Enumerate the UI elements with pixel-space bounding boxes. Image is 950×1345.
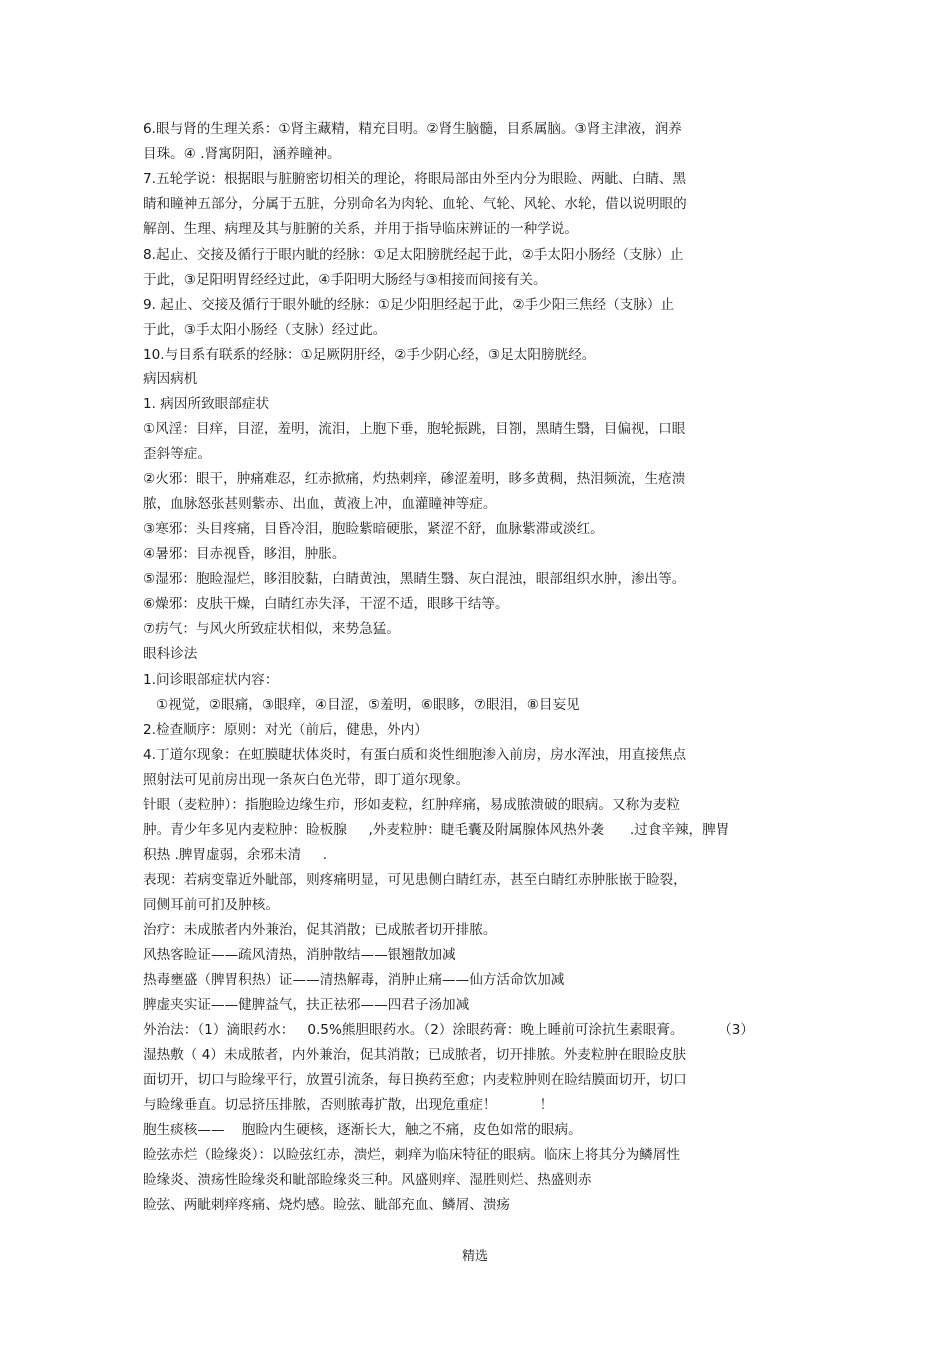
text-line: 针眼（麦粒肿）：指胞睑边缘生疖，形如麦粒，红肿痒痛，易成脓溃破的眼病。又称为麦粒 (143, 797, 680, 813)
text-line: 解剖、生理、病理及其与脏腑的关系，并用于指导临床辨证的一种学说。 (143, 221, 578, 237)
text-line: ③寒邪：头目疼痛，目昏冷泪，胞睑紫暗硬胀，紧涩不舒，血脉紫滞或淡红。 (143, 521, 604, 537)
text-line: 积热 .脾胃虚弱，余邪未清 . (143, 847, 328, 863)
text-line: 脾虚夹实证——健脾益气，扶正祛邪——四君子汤加减 (143, 997, 470, 1013)
text-line: 表现：若病变靠近外眦部，则疼痛明显，可见患侧白睛红赤，甚至白睛红赤肿胀嵌于睑裂， (143, 872, 687, 888)
page-footer: 精选 (461, 1249, 488, 1264)
text-line: ⑦疠气：与风火所致症状相似，来势急猛。 (143, 621, 400, 637)
text-line: 7.五轮学说：根据眼与脏腑密切相关的理论，将眼局部由外至内分为眼睑、两眦、白睛、黑 (143, 171, 687, 187)
text-line: ①风淫：目痒，目涩，羞明，流泪，上胞下垂，胞轮振跳，目劄，黑睛生翳，目偏视，口眼 (143, 421, 686, 437)
text-line: 面切开，切口与睑缘平行，放置引流条，每日换药至愈；内麦粒肿则在睑结膜面切开，切口 (143, 1072, 687, 1088)
text-line: 胞生痰核—— 胞睑内生硬核，逐渐长大，触之不痛，皮色如常的眼病。 (143, 1122, 582, 1138)
text-line: 与睑缘垂直。切忌挤压排脓，否则脓毒扩散，出现危重症！ ！ (143, 1097, 554, 1113)
text-line: 4.丁道尔现象：在虹膜睫状体炎时，有蛋白质和炎性细胞渗入前房，房水浑浊，用直接焦点 (143, 747, 687, 763)
text-line: 脓，血脉怒张甚则紫赤、出血，黄液上冲，血灌瞳神等症。 (143, 496, 497, 512)
text-line: 湿热敷（ 4）未成脓者，内外兼治，促其消散；已成脓者，切开排脓。外麦粒肿在眼睑皮肤 (143, 1047, 687, 1063)
text-line: 热毒壅盛（脾胃积热）证——清热解毒，消肿止痛——仙方活命饮加减 (143, 972, 565, 988)
text-line: 同侧耳前可扪及肿核。 (143, 897, 279, 913)
text-line: 目珠。④ .肾寓阴阳，涵养瞳神。 (143, 146, 341, 162)
text-line: ④暑邪：目赤视昏，眵泪，肿胀。 (143, 546, 346, 562)
text-line: 照射法可见前房出现一条灰白色光带，即丁道尔现象。 (143, 772, 470, 788)
text-line: 睛和瞳神五部分，分属于五脏，分别命名为肉轮、血轮、气轮、风轮、水轮，借以说明眼的 (143, 196, 687, 212)
text-line: 风热客睑证——疏风清热，消肿散结——银翘散加减 (143, 947, 456, 963)
text-line: ①视觉，②眼痛，③眼痒，④目涩，⑤羞明，⑥眼眵，⑦眼泪，⑧目妄见 (143, 697, 580, 713)
text-line: 治疗：未成脓者内外兼治，促其消散；已成脓者切开排脓。 (143, 922, 497, 938)
text-line: 睑缘炎、溃疡性睑缘炎和眦部睑缘炎三种。风盛则痒、湿胜则烂、热盛则赤 (143, 1172, 592, 1188)
text-line: 眼科诊法 (143, 646, 198, 662)
text-line: 歪斜等症。 (143, 446, 211, 462)
text-line: 外治法：（1）滴眼药水： 0.5%熊胆眼药水。（2）涂眼药膏：晚上睡前可涂抗生素眼膏。 （3） (143, 1022, 754, 1038)
text-line: 6.眼与肾的生理关系：①肾主藏精，精充目明。②肾生脑髓，目系属脑。③肾主津液，润养 (143, 121, 682, 137)
text-line: 于此，③手太阳小肠经（支脉）经过此。 (143, 322, 387, 338)
text-line: 10.与目系有联系的经脉：①足厥阴肝经，②手少阴心经，③足太阳膀胱经。 (143, 347, 596, 363)
text-line: 9. 起止、交接及循行于眼外眦的经脉：①足少阳胆经起于此，②手少阳三焦经（支脉）止 (143, 297, 675, 313)
text-line: 睑弦、两眦刺痒疼痛、烧灼感。睑弦、眦部充血、鳞屑、溃疡 (143, 1197, 511, 1213)
text-line: ⑤湿邪：胞睑湿烂，眵泪胶黏，白睛黄浊，黑睛生翳、灰白混浊，眼部组织水肿，渗出等。 (143, 571, 686, 587)
text-line: 病因病机 (143, 371, 198, 387)
text-line: 肿。青少年多见内麦粒肿：睑板腺 ,外麦粒肿：睫毛囊及附属腺体风热外袭 .过食辛辣，脾胃 (143, 822, 730, 838)
text-line: 1.问诊眼部症状内容： (143, 672, 279, 688)
text-line: 2.检查顺序：原则：对光（前后，健患，外内） (143, 722, 428, 738)
text-line: 1. 病因所致眼部症状 (143, 396, 270, 412)
text-line: 睑弦赤烂（睑缘炎）：以睑弦红赤，溃烂，刺痒为临床特征的眼病。临床上将其分为鳞屑性 (143, 1147, 680, 1163)
text-line: 8.起止、交接及循行于眼内眦的经脉：①足太阳膀胱经起于此，②手太阳小肠经（支脉）止 (143, 247, 684, 263)
text-line: 于此，③足阳明胃经经过此，④手阳明大肠经与③相接而间接有关。 (143, 272, 547, 288)
text-line: ②火邪：眼干，肿痛难忍，红赤掀痛，灼热刺痒，碜涩羞明，眵多黄稠，热泪频流，生疮溃 (143, 471, 686, 487)
text-line: ⑥燥邪：皮肤干燥，白睛红赤失泽，干涩不适，眼眵干结等。 (143, 596, 509, 612)
